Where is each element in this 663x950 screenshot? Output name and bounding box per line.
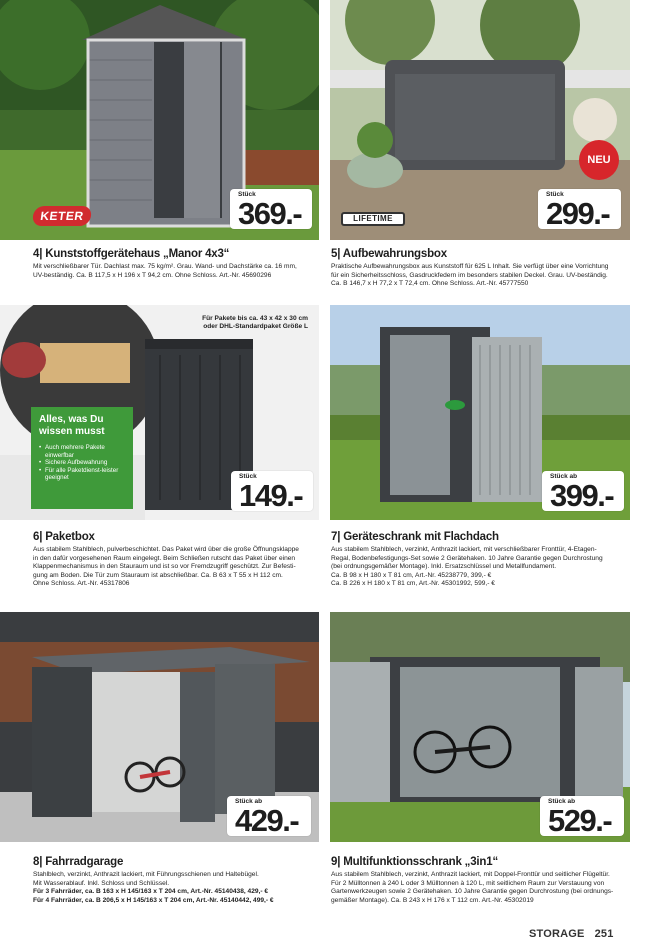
product-6-description [33, 546, 299, 589]
price-unit: Stück ab [550, 473, 578, 480]
price-amount: 299.- [546, 196, 610, 231]
desc-line: Für 4 Fahrräder, ca. B 206,5 x H 145/163 x T 204 cm, Art.-Nr. 45140442, 499,- € [33, 896, 274, 904]
info-box-item: • Auch mehrere Pakete einwerfbar [39, 444, 125, 459]
page-footer [529, 928, 614, 940]
desc-line: Ca. B 226 x H 180 x T 81 cm, Art.-Nr. 45301992, 599,- € [331, 580, 495, 588]
product-4-title: 4| Kunststoffgerätehaus „Manor 4x3“ [33, 248, 230, 260]
desc-line: Praktische Aufbewahrungsbox aus Kunststoff für 625 L Inhalt. Sie verfügt über eine Vorrichtung [331, 263, 609, 270]
desc-line: für ein Sicherheitsschloss, Gasdruckfedern im besonders stabilen Deckel. Grau. UV-beständig. [331, 271, 608, 279]
product-8-title: 8| Fahrradgarage [33, 856, 124, 868]
desc-line: Aus stabilem Stahlblech, verzinkt, Anthrazit lackiert, mit verschließbarer Fronttür, 4-Etagen- [331, 546, 597, 553]
product-6-price-tag [231, 471, 313, 511]
product-4-price-tag [230, 189, 312, 229]
desc-line: Für 3 Fahrräder, ca. B 163 x H 145/163 x T 204 cm, Art.-Nr. 45140438, 429,- € [33, 888, 269, 896]
price-unit: Stück ab [235, 798, 263, 805]
lifetime-logo: LIFETIME [341, 212, 405, 226]
product-7-price-tag [542, 471, 624, 511]
desc-line: Regal, Bodenbefestigungs-Set sowie 2 Gerätehaken. 10 Jahre Garantie gegen Durchrostung [331, 554, 603, 562]
price-amount: 429.- [235, 803, 299, 838]
product-7-description [331, 546, 603, 589]
page-number: 251 [594, 928, 614, 940]
section-label: STORAGE [529, 928, 585, 940]
product-5-description [331, 263, 608, 289]
desc-line: Gartenwerkzeugen sowie 2 Gerätehaken. 10 Jahre Garantie gegen Durchrostung (bei ordnungs- [331, 888, 614, 896]
product-6-info-box [31, 407, 133, 509]
price-amount: 529.- [548, 803, 612, 838]
product-8-price-tag [227, 796, 311, 836]
desc-line: UV-beständig. Ca. B 117,5 x H 196 x T 94,2 cm. Ohne Schloss. Art.-Nr. 45690296 [33, 271, 272, 279]
desc-line: Für 2 Mülltonnen à 240 L oder 3 Mülltonnen à 120 L, mit seitlichem Raum zur Verstauung von [331, 879, 605, 887]
price-unit: Stück [238, 191, 256, 198]
price-amount: 369.- [238, 196, 302, 231]
price-amount: 399.- [550, 478, 614, 513]
desc-line: Aus stabilem Stahlblech, verzinkt, Anthrazit lackiert, mit Doppel-Fronttür und seitlicher Flügeltür. [331, 871, 610, 878]
product-9-title: 9| Multifunktionsschrank „3in1“ [331, 856, 498, 868]
info-box-list [39, 444, 125, 482]
desc-line: (bei ordnungsgemäßer Montage). Inkl. Ersatzschlüssel und Metallfundament. [331, 563, 557, 571]
desc-line: Mit Wasserablauf. Inkl. Schloss und Schlüssel. [33, 879, 170, 887]
product-6-title: 6| Paketbox [33, 531, 95, 543]
price-unit: Stück ab [548, 798, 576, 805]
price-unit: Stück [239, 473, 257, 480]
product-7-title: 7| Geräteschrank mit Flachdach [331, 531, 499, 543]
desc-line: gung am Boden. Die Tür zum Stauraum ist abschließbar. Ca. B 63 x T 55 x H 112 cm. [33, 571, 283, 579]
info-box-item: • Sichere Aufbewahrung [39, 459, 125, 467]
product-9-price-tag [540, 796, 624, 836]
price-unit: Stück [546, 191, 564, 198]
desc-line: Stahlblech, verzinkt, Anthrazit lackiert, mit Führungsschienen und Haltebügel. [33, 871, 259, 878]
desc-line: Klappenmechanismus in den Stauraum und ist so vor Fremdzugriff geschützt. Zur Befesti- [33, 563, 296, 571]
desc-line: in den dafür vorgesehenen Raum eingelegt. Beim Schließen rutscht das Paket über einen [33, 554, 296, 562]
product-5-price-tag [538, 189, 621, 229]
info-box-item: • Für alle Paketdienst-leister geeignet [39, 467, 125, 482]
price-amount: 149.- [239, 478, 303, 513]
desc-line: Ca. B 98 x H 180 x T 81 cm, Art.-Nr. 45238779, 399,- € [331, 571, 492, 579]
desc-line: gemäßer Montage). Ca. B 243 x H 176 x T 112 cm. Art.-Nr. 45302019 [331, 896, 534, 904]
desc-line: Ohne Schloss. Art.-Nr. 45317806 [33, 580, 130, 588]
desc-line: Aus stabilem Stahlblech, pulverbeschichtet. Das Paket wird über die große Öffnungsklappe [33, 546, 299, 553]
product-4-description [33, 263, 297, 280]
product-6-size-note: Für Pakete bis ca. 43 x 42 x 30 cm oder DHL-Standardpaket Größe L [202, 315, 308, 331]
desc-line: Ca. B 146,7 x H 77,2 x T 72,4 cm. Ohne Schloss. Art.-Nr. 45777550 [331, 280, 529, 288]
product-5-title: 5| Aufbewahrungsbox [331, 248, 447, 260]
desc-line: Mit verschließbarer Tür. Dachlast max. 75 kg/m². Grau. Wand- und Dachstärke ca. 16 mm, [33, 263, 297, 270]
product-8-description [33, 871, 274, 905]
product-9-description [331, 871, 613, 905]
info-box-heading: Alles, was Du wissen musst [39, 414, 105, 437]
keter-logo: KETER [32, 206, 93, 226]
new-badge: NEU [579, 140, 619, 180]
